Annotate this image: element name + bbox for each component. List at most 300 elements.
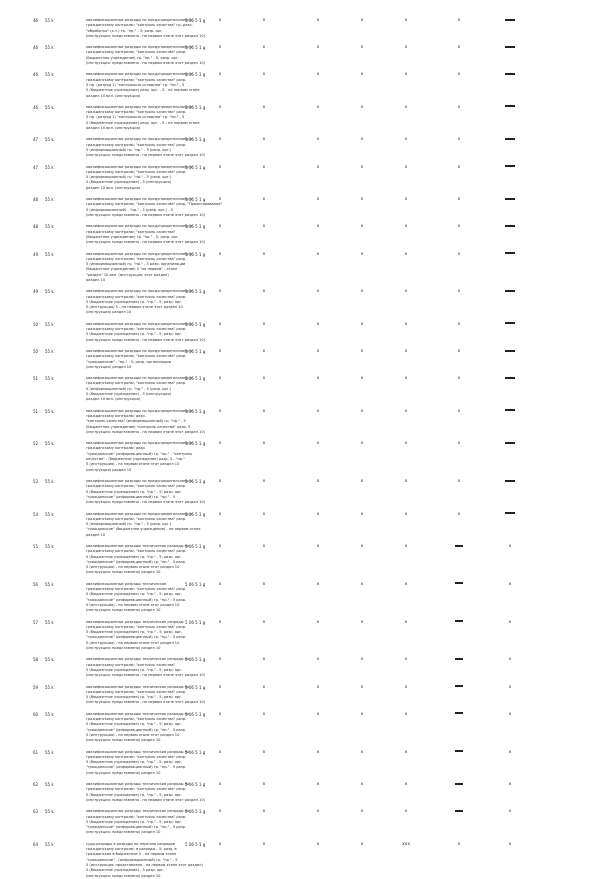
description-line: гражданскому контролю; "контроль качества" разр. <box>86 787 187 792</box>
description-line: гражданскому контролю; "контроль качества" разр. <box>86 814 187 819</box>
dash-mark <box>505 512 515 514</box>
description-line: "гражданские" - (информационный) гр. "нр." - 5 <box>86 857 178 862</box>
row-date: 5 06 5 1 g <box>185 619 206 625</box>
row-cell-3: x <box>316 349 320 354</box>
row-code: 55 k <box>45 376 54 382</box>
dash-mark <box>505 198 515 200</box>
row-cell-7 <box>502 441 518 446</box>
row-number: 58 <box>33 657 39 663</box>
row-number: 48 <box>33 224 39 230</box>
row-cell-2: x <box>262 224 266 230</box>
dash-mark <box>505 480 515 482</box>
description-line: "гражданские" (информационный) гр. "нр." - "контроль <box>86 451 193 456</box>
description-line: квалификационные разряды по предупредительному и <box>86 224 193 229</box>
row-cell-6: x <box>457 18 461 23</box>
row-cell-1: x <box>218 711 222 717</box>
description-line: гражданскому контролю; "контроль качества" разр. <box>86 717 187 722</box>
row-cell-7 <box>502 224 518 229</box>
description-line: 5 (бюджетное учреждение) гр. "нр." - 5; разр. орг. <box>86 792 183 797</box>
row-cell-5: x <box>404 45 408 51</box>
row-cell-7: x <box>508 809 512 815</box>
row-code: 55 k <box>45 137 54 143</box>
description-line: квалификационные разряды технические разряды по <box>86 809 190 814</box>
row-cell-1: x <box>218 441 222 447</box>
row-cell-2: x <box>262 45 266 51</box>
row-cell-3: x <box>316 544 320 549</box>
description-line: гражданскому контролю; "контроль качества" разр. <box>86 689 187 694</box>
row-code: 55 k <box>45 684 54 690</box>
row-cell-6: x <box>457 349 461 354</box>
row-date: 5 06 5 1 g <box>185 479 206 484</box>
description-line: (инструкция: представлено - на первом этапе этот раздел 10) <box>86 61 206 66</box>
row-cell-1: x <box>218 289 222 295</box>
description-line: (инструкция: представлено - на первом этапе этот раздел 10) <box>86 700 206 705</box>
row-date: 5 06 5 1 g <box>185 711 206 717</box>
row-date: 5 06 5 1 g <box>185 809 206 815</box>
description-line: (инструкция: представлено - на первом этапе этот раздел 10) <box>86 153 206 158</box>
row-date: 5 06 5 1 g <box>185 544 206 549</box>
row-number: 53 <box>33 479 39 484</box>
row-cell-5: x <box>404 289 408 295</box>
row-cell-7 <box>502 289 518 294</box>
description-line: (бюджетное учреждение) "контроль качества" разр. 5 <box>86 424 191 429</box>
description-line: гражданскому контролю; "контроль качества" <box>86 662 176 667</box>
description-line: 5 (бюджетное учреждение) гр. "нр." - 5; разр. орг. <box>86 695 183 700</box>
row-cell-5: x <box>404 581 408 587</box>
row-cell-4: x <box>360 104 364 110</box>
row-cell-1: x <box>218 164 222 170</box>
row-cell-1: x <box>218 104 222 110</box>
row-code: 55 k <box>45 321 54 327</box>
row-cell-7: x <box>508 684 512 690</box>
row-cell-1: x <box>218 321 222 327</box>
row-cell-5: x <box>404 224 408 230</box>
row-date: 5 06 5 1 g <box>185 104 206 110</box>
row-cell-2: x <box>262 376 266 382</box>
row-cell-4: x <box>360 408 364 414</box>
row-cell-4: x <box>360 197 364 203</box>
row-cell-7: x <box>508 581 512 587</box>
description-line: гражданскому контролю; "контроль качества" разр. <box>86 484 187 489</box>
row-cell-4: x <box>360 657 364 663</box>
row-cell-3: x <box>316 251 320 257</box>
row-date: 5 06 5 1 g <box>185 782 206 788</box>
row-code: 55 k <box>45 104 54 110</box>
description-line: 5 (бюджетное учреждение) гр. "нр." - 5; разр. орг. <box>86 332 183 337</box>
row-cell-4: x <box>360 224 364 230</box>
description-line: (инструкция) раздел 10 <box>86 467 132 472</box>
row-cell-1: x <box>218 408 222 414</box>
row-cell-6: x <box>457 45 461 51</box>
row-number: 46 <box>33 18 39 23</box>
row-cell-4: x <box>360 581 364 587</box>
description-line: квалификационные разряды по предупредительному и <box>86 511 193 516</box>
row-cell-4: x <box>360 164 364 170</box>
row-cell-7 <box>502 137 518 142</box>
row-date: 5 06 5 1 g <box>185 657 206 663</box>
row-cell-3: x <box>316 164 320 170</box>
row-number: 50 <box>33 321 39 327</box>
row-cell-1: x <box>218 657 222 663</box>
row-cell-5: x <box>404 137 408 143</box>
dash-mark <box>505 73 515 75</box>
row-date: 5 06 5 1 g <box>185 749 206 755</box>
description-line: 5 (инструкция) - на первом этапе этот раздел 10 <box>86 565 180 570</box>
row-cell-2: x <box>262 711 266 717</box>
description-line: гражданскому контролю; "контроль качества" гр.-разр. <box>86 23 193 28</box>
description-line: (инструкция: представлено) раздел 10 <box>86 738 161 743</box>
row-code: 55 k <box>45 251 54 257</box>
row-date: 5 06 5 1 g <box>185 224 206 230</box>
row-cell-7: x <box>508 782 512 788</box>
row-code: 55 k <box>45 657 54 663</box>
row-description <box>86 544 190 576</box>
row-cell-6 <box>451 582 467 587</box>
row-cell-4: x <box>360 137 364 143</box>
row-cell-2: x <box>262 104 266 110</box>
row-cell-4: x <box>360 749 364 755</box>
row-number: 51 <box>33 408 39 414</box>
row-cell-2: x <box>262 72 266 78</box>
row-cell-2: x <box>262 619 266 625</box>
row-cell-4: x <box>360 782 364 788</box>
row-date: 5 06 5 1 g <box>185 841 206 847</box>
row-cell-1: x <box>218 749 222 755</box>
dash-mark <box>505 442 515 444</box>
row-cell-6 <box>451 685 467 690</box>
description-line: "гражданские" (информационный) гр. "нр." - 5 разр. <box>86 727 187 732</box>
description-line: (инструкция: представлено - на первом этапе этот раздел 10) <box>86 673 206 678</box>
description-line: "гражданские" (информационный) гр. "нр." - 5 <box>86 494 176 499</box>
row-code: 55 k <box>45 164 54 170</box>
row-cell-5: x <box>404 321 408 327</box>
row-cell-1: x <box>218 619 222 625</box>
row-number: 62 <box>33 782 39 788</box>
description-line: квалификационные разряды по предупредительному и <box>86 376 193 381</box>
row-cell-6 <box>451 809 467 814</box>
row-cell-7 <box>502 409 518 414</box>
description-line: 5 (бюджетное учреждение) разр. орг. - 5 - на первом этапе <box>86 88 200 93</box>
dash-mark <box>505 165 515 167</box>
dash-mark <box>455 545 463 547</box>
row-cell-2: x <box>262 197 266 203</box>
row-code: 55 k <box>45 782 54 788</box>
row-number: 54 <box>33 511 39 517</box>
description-line: квалификационные разряды по предупредительному и <box>86 72 193 77</box>
row-cell-1: x <box>218 782 222 788</box>
dash-mark <box>505 377 515 379</box>
description-line: квалификационные разряды по предупредительному и <box>86 479 193 483</box>
row-cell-7 <box>502 512 518 517</box>
row-cell-7: x <box>508 841 512 847</box>
description-line: "контроль качества" (информационный) гр. "нр." - 5 <box>86 419 186 424</box>
row-cell-3: x <box>316 511 320 517</box>
dash-mark <box>505 105 515 107</box>
row-cell-3: x <box>316 684 320 690</box>
row-cell-5: x <box>404 164 408 170</box>
description-line: 5 (инструкция) 5 - на первом этапе этот раздел 10 <box>86 305 183 310</box>
row-cell-7 <box>502 322 518 327</box>
description-line: "гражданские" (информационный) гр. "нр." - 5 разр. <box>86 559 187 564</box>
description-line: квалификационные разряды по предупредительному и <box>86 104 193 109</box>
description-line: квалификационные разряды по предупредительному и <box>86 45 193 50</box>
dash-mark <box>505 290 515 292</box>
description-line: квалификационные разряды по предупредительному и <box>86 197 193 202</box>
description-line: (бюджетное учреждение) гр. "нр." - 5; разр. орг. <box>86 234 179 239</box>
row-cell-7 <box>502 252 518 257</box>
row-cell-2: x <box>262 511 266 517</box>
row-cell-7 <box>502 197 518 202</box>
row-cell-2: x <box>262 289 266 295</box>
row-date: 5 06 5 1 g <box>185 289 206 295</box>
description-line: "раздел" 10 вкл. (инструкция: этот раздел) <box>86 272 169 277</box>
row-code: 55 k <box>45 841 54 847</box>
dash-mark <box>455 750 463 752</box>
row-number: 56 <box>33 581 39 587</box>
description-line: квалификационные разряды по предупредительному и <box>86 289 193 294</box>
row-code: 55 k <box>45 619 54 625</box>
row-date: 5 06 5 1 g <box>185 197 206 203</box>
row-cell-6 <box>451 620 467 625</box>
row-cell-7: x <box>508 657 512 663</box>
row-code: 55 k <box>45 349 54 354</box>
row-code: 55 k <box>45 544 54 549</box>
row-number: 60 <box>33 711 39 717</box>
dash-mark <box>505 225 515 227</box>
row-cell-7: x <box>508 619 512 625</box>
row-description <box>86 619 187 652</box>
description-line: гражданскому контролю; "контроль качества" разр. "Проектирование" <box>86 202 223 207</box>
row-cell-1: x <box>218 479 222 484</box>
row-description <box>86 349 193 370</box>
row-cell-2: x <box>262 581 266 587</box>
row-cell-7: x <box>508 711 512 717</box>
row-cell-7 <box>502 349 518 354</box>
description-line: гражданскому контролю; "контроль качества" разр. <box>86 587 187 592</box>
description-line: квалификационные разряды по предупредительному и <box>86 441 193 446</box>
row-date: 5 06 5 1 g <box>185 684 206 690</box>
row-cell-5: x <box>404 511 408 517</box>
row-cell-7: x <box>508 749 512 755</box>
row-cell-2: x <box>262 544 266 549</box>
row-cell-3: x <box>316 289 320 295</box>
row-cell-3: x <box>316 809 320 815</box>
row-cell-5: x <box>404 619 408 625</box>
row-cell-3: x <box>316 749 320 755</box>
row-cell-2: x <box>262 164 266 170</box>
description-line: квалификационные разряды технические разряды по <box>86 684 190 689</box>
description-line: гражданскому контролю; "контроль качества" разр. <box>86 142 187 147</box>
description-line: (инструкция: представлено - на первом этапе этот раздел 10) <box>86 797 206 802</box>
row-cell-6: x <box>457 72 461 78</box>
description-line: раздел 10 вкл. (инструкция) <box>86 93 141 98</box>
description-line: раздел 10 вкл. (инструкция) <box>86 397 141 402</box>
row-cell-5: x <box>404 544 408 549</box>
row-cell-3: x <box>316 376 320 382</box>
description-line: гражданскому контролю; "контроль качества" разр. <box>86 77 187 82</box>
dash-mark <box>505 46 515 48</box>
description-line: квалификационные разряды технические <box>86 581 167 586</box>
row-number: 57 <box>33 619 39 625</box>
row-cell-1: x <box>218 544 222 549</box>
row-description <box>86 809 190 835</box>
row-cell-3: x <box>316 321 320 327</box>
row-cell-6 <box>451 712 467 717</box>
row-code: 55 k <box>45 224 54 230</box>
row-cell-6: x <box>457 197 461 203</box>
row-cell-1: x <box>218 72 222 78</box>
row-cell-4: x <box>360 376 364 382</box>
row-cell-7 <box>502 479 518 484</box>
row-cell-2: x <box>262 137 266 143</box>
description-line: 5 (инструкция) - на первом этапе этот раздел 10 <box>86 640 180 645</box>
row-number: 59 <box>33 684 39 690</box>
row-description <box>86 749 190 776</box>
description-line: (инструкция: представлено) раздел 10 <box>86 646 161 651</box>
row-cell-3: x <box>316 479 320 484</box>
row-cell-6 <box>451 544 467 549</box>
description-line: 5 (инструкция) - на первом этапе этот раздел 10 <box>86 462 180 467</box>
row-cell-3: x <box>316 581 320 587</box>
row-cell-3: x <box>316 18 320 23</box>
description-line: (инструкция: представлено) раздел 10 <box>86 770 161 775</box>
row-date: 5 06 5 1 g <box>185 45 206 51</box>
row-cell-7 <box>502 72 518 77</box>
row-cell-5: x <box>404 349 408 354</box>
row-description <box>86 376 193 402</box>
row-cell-3: x <box>316 441 320 447</box>
row-description <box>86 441 193 473</box>
row-code: 55 k <box>45 511 54 517</box>
description-line: 5 (информационный) гр. "нр." - 5 (разр. орг.) <box>86 522 172 527</box>
row-date: 5 06 5 1 g <box>185 376 206 382</box>
description-line: 5 (бюджетное учреждение) гр. "нр." - 5; разр. орг. <box>86 592 183 597</box>
row-date: 5 06 5 1 g <box>185 251 206 257</box>
row-number: 51 <box>33 376 39 382</box>
row-number: 50 <box>33 349 39 354</box>
row-cell-5: x <box>404 479 408 484</box>
description-line: квалификационные разряды технические разряды по <box>86 544 190 548</box>
row-cell-3: x <box>316 104 320 110</box>
description-line: судо-разряды в разряды по перечню разрядов <box>86 841 175 846</box>
description-line: (инструкция) раздел 10 <box>86 310 132 315</box>
row-cell-4: x <box>360 479 364 484</box>
row-date: 5 06 5 1 g <box>185 164 206 170</box>
row-code: 55 k <box>45 711 54 717</box>
row-cell-5: x <box>404 197 408 203</box>
description-line: квалификационные разряды технические разряды по <box>86 711 190 716</box>
description-line: 5 нр. (разряд 1) "контрольно-складная" гр. "нр." - 5 <box>86 82 185 87</box>
row-cell-6: x <box>457 224 461 230</box>
row-cell-5: x <box>404 376 408 382</box>
row-date: 5 06 5 1 g <box>185 441 206 447</box>
row-number: 46 <box>33 45 39 51</box>
row-cell-1: x <box>218 809 222 815</box>
row-date: 5 06 5 1 g <box>185 511 206 517</box>
description-line: 5 (бюджетное учреждение) гр. "нр." - 5; разр. орг. <box>86 722 183 727</box>
description-line: квалификационные разряды технические разряды по <box>86 657 190 662</box>
row-cell-6: x <box>457 321 461 327</box>
row-cell-2: x <box>262 841 266 847</box>
description-line: "гражданские" (информационный) гр. "нр." - 5 разр. <box>86 765 187 770</box>
description-line: 5 (бюджетное учреждение) - 5 разр. орг. <box>86 868 165 873</box>
description-line: гражданскому контролю; "контроль качества" разр. <box>86 294 187 299</box>
description-line: раздел 10 вкл. (инструкция) <box>86 126 141 131</box>
row-cell-5: x <box>404 684 408 690</box>
description-line: 5 (бюджетное учреждение) гр. "нр." - 5; разр. орг. <box>86 630 183 635</box>
description-line: гражданскому контролю; "контроль качества" разр. <box>86 50 187 55</box>
row-cell-4: x <box>360 684 364 690</box>
row-cell-3: x <box>316 72 320 78</box>
row-cell-3: x <box>316 711 320 717</box>
description-line: квалификационные разряды по предупредительному и <box>86 164 193 169</box>
description-line: "гражданские" (информационный) гр. "нр." - 5 разр. <box>86 597 187 602</box>
row-cell-4: x <box>360 321 364 327</box>
row-number: 55 <box>33 544 39 549</box>
description-line: (инструкция: представлено) раздел 10 <box>86 608 161 613</box>
dash-mark <box>455 620 463 622</box>
row-cell-7 <box>502 376 518 381</box>
row-cell-3: x <box>316 45 320 51</box>
row-cell-6 <box>451 657 467 662</box>
row-cell-4: x <box>360 251 364 257</box>
row-cell-2: x <box>262 349 266 354</box>
description-line: квалификационные разряды по предупредительному и <box>86 18 193 22</box>
row-cell-3: x <box>316 197 320 203</box>
row-cell-5: x <box>404 18 408 23</box>
description-line: гражданскому контролю; разр. <box>86 446 146 451</box>
row-cell-3: x <box>316 841 320 847</box>
row-cell-5: x <box>404 809 408 815</box>
description-line: (инструкция: представлено - на первом этапе этот раздел 10) <box>86 212 206 217</box>
row-cell-4: x <box>360 809 364 815</box>
row-number: 47 <box>33 164 39 170</box>
row-number: 63 <box>33 809 39 815</box>
dash-mark <box>455 582 463 584</box>
row-description <box>86 251 193 284</box>
row-number: 48 <box>33 197 39 203</box>
row-cell-3: x <box>316 619 320 625</box>
row-cell-1: x <box>218 376 222 382</box>
dash-mark <box>505 322 515 324</box>
row-cell-5: x <box>404 749 408 755</box>
row-cell-6: x <box>457 164 461 170</box>
row-cell-4: x <box>360 289 364 295</box>
row-number: 46 <box>33 104 39 110</box>
row-cell-6: x <box>457 289 461 295</box>
row-code: 55 k <box>45 197 54 203</box>
row-cell-6: x <box>457 408 461 414</box>
description-line: квалификационные разряды технические разряды <box>86 619 184 624</box>
description-line: 5 (бюджетное учреждение) - 5 (инструкция) <box>86 180 172 185</box>
dash-mark <box>505 350 515 352</box>
row-code: 55 k <box>45 408 54 414</box>
description-line: 5 (бюджетное учреждение) гр. "нр." - 5; разр. орг. <box>86 489 183 494</box>
description-line: гражданскому контролю; "контроль качества" разр. <box>86 381 187 386</box>
row-cell-5: x <box>404 72 408 78</box>
row-cell-2: x <box>262 684 266 690</box>
description-line: квалификационные разряды по предупредительному и <box>86 137 193 142</box>
row-cell-2: x <box>262 321 266 327</box>
row-cell-7 <box>502 165 518 170</box>
row-cell-3: x <box>316 782 320 788</box>
row-description <box>86 289 193 315</box>
row-description <box>86 711 190 744</box>
description-line: гражданскому контролю; "контроль качества" разр. <box>86 624 187 629</box>
row-date: 5 06 5 1 g <box>185 408 206 414</box>
row-date: 5 06 5 1 g <box>185 137 206 143</box>
row-description <box>86 581 187 614</box>
